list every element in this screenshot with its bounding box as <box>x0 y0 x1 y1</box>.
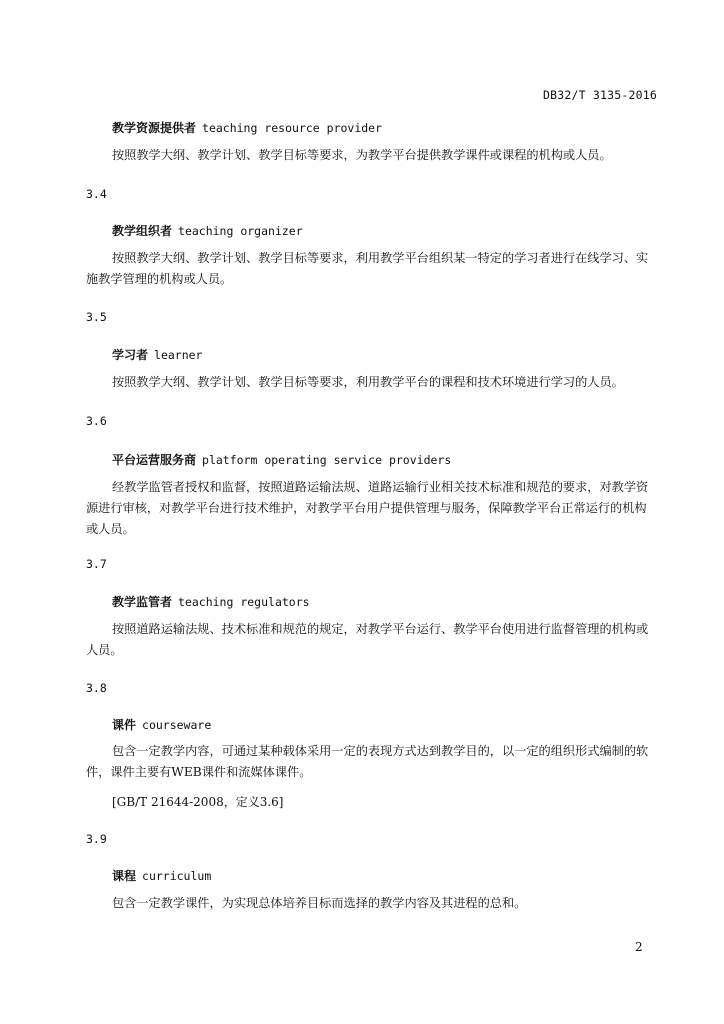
term-chinese: 课程 <box>112 869 137 883</box>
term-heading <box>112 451 451 468</box>
term-chinese: 学习者 <box>112 348 149 362</box>
clause-number: 3.6 <box>86 414 107 428</box>
page-number: 2 <box>635 940 643 954</box>
term-chinese: 教学监管者 <box>112 595 173 609</box>
clause-number: 3.8 <box>86 681 107 695</box>
term-definition: 包含一定教学课件，为实现总体培养目标而选择的教学内容及其进程的总和。 <box>112 896 527 910</box>
term-definition: 按照教学大纲、教学计划、教学目标等要求，利用教学平台的课程和技术环境进行学习的人员。 <box>112 375 624 389</box>
term-chinese: 平台运营服务商 <box>112 453 197 467</box>
term-english: platform operating service providers <box>202 453 452 467</box>
term-chinese: 教学资源提供者 <box>112 121 197 135</box>
clause-number: 3.7 <box>86 557 107 571</box>
term-definition: 包含一定教学内容，可通过某种载体采用一定的表现方式达到教学目的，以一定的组织形式编制的软件，课件主要有WEB课件和流媒体课件。 <box>86 744 649 779</box>
clause-number: 3.5 <box>86 310 107 324</box>
term-heading <box>112 593 310 610</box>
term-heading <box>112 716 211 733</box>
term-definition: 经教学监管者授权和监督，按照道路运输法规、道路运输行业相关技术标准和规范的要求，对教学资源进行审核，对教学平台进行技术维护，对教学平台用户提供管理与服务，保障教学平台正常运行的机构或人员。 <box>86 480 649 536</box>
term-heading <box>112 867 211 884</box>
term-definition: 按照道路运输法规、技术标准和规范的规定，对教学平台运行、教学平台使用进行监督管理的机构或人员。 <box>86 622 649 657</box>
term-english: curriculum <box>142 869 212 883</box>
document-code: DB32/T 3135-2016 <box>543 88 657 102</box>
term-heading <box>112 119 382 136</box>
term-heading <box>112 346 202 363</box>
clause-number: 3.9 <box>86 832 107 846</box>
term-english: teaching resource provider <box>202 121 383 135</box>
clause-number: 3.4 <box>86 187 107 201</box>
term-english: teaching organizer <box>178 224 303 238</box>
term-english: teaching regulators <box>178 595 310 609</box>
term-english: courseware <box>142 718 212 732</box>
term-heading <box>112 222 303 239</box>
term-definition: 按照教学大纲、教学计划、教学目标等要求，为教学平台提供教学课件或课程的机构或人员。 <box>112 148 612 162</box>
term-english: learner <box>154 348 203 362</box>
source-citation: [GB/T 21644-2008，定义3.6] <box>112 795 284 809</box>
term-chinese: 教学组织者 <box>112 224 173 238</box>
term-chinese: 课件 <box>112 718 137 732</box>
term-definition: 按照教学大纲、教学计划、教学目标等要求，利用教学平台组织某一特定的学习者进行在线学习、实施教学管理的机构或人员。 <box>86 251 649 286</box>
